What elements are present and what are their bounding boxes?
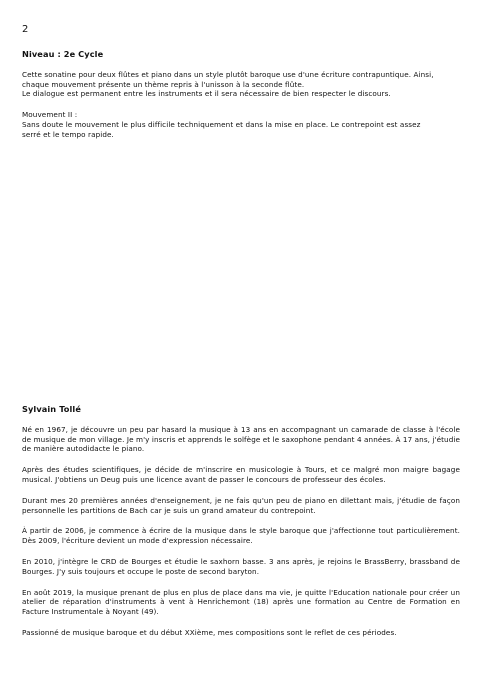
level-heading: Niveau : 2e Cycle bbox=[22, 49, 104, 59]
bio-paragraph: Né en 1967, je découvre un peu par hasard la musique à 13 ans en accompagnant un camarade de classe à l'école de musique de mon village. Je m'y inscris et apprends le solfège et le saxophone pendant 4 années. À 17 ans, j'étudie de manière autodidacte le piano. bbox=[22, 424, 460, 454]
bio-paragraph: À partir de 2006, je commence à écrire de la musique dans le style baroque que j'affectionne tout particulièrement. Dès 2009, l'écriture devient un mode d'expression nécessaire. bbox=[22, 526, 460, 546]
text-line: Mouvement II : bbox=[22, 110, 78, 120]
bio-paragraph: En août 2019, la musique prenant de plus en plus de place dans ma vie, je quitte l'Education nationale pour créer un atelier de réparation d'instruments à vent à Henrichemont (18) après une formation au Centre de Formation en Facture Instrumentale à Noyant (49). bbox=[22, 587, 460, 617]
text-line: chaque mouvement présente un thème repris à l'unisson à la seconde flûte. bbox=[22, 79, 305, 89]
movement-description bbox=[22, 110, 460, 139]
bio-paragraph: Après des études scientifiques, je décide de m'inscrire en musicologie à Tours, et ce malgré mon maigre bagage musical. J'obtiens un Deug puis une licence avant de passer le concours de professeur des écoles. bbox=[22, 465, 460, 484]
text-line: Sans doute le mouvement le plus difficile techniquement et dans la mise en place. Le contrepoint est assez bbox=[22, 119, 421, 129]
text-line: serré et le tempo rapide. bbox=[22, 129, 114, 139]
bio-paragraph: En 2010, j'intègre le CRD de Bourges et étudie le saxhorn basse. 3 ans après, je rejoins le BrassBerry, brassband de Bourges. J'y suis toujours et occupe le poste de second baryton. bbox=[22, 556, 460, 576]
page-number: 2 bbox=[22, 24, 29, 35]
composer-name: Sylvain Tollé bbox=[22, 404, 81, 414]
bio-paragraph: Durant mes 20 premières années d'enseignement, je ne fais qu'un peu de piano en dilettant mais, j'étudie de façon personnelle les partitions de Bach car je suis un grand amateur du contrepoint. bbox=[22, 495, 460, 515]
text-line: Le dialogue est permanent entre les instruments et il sera nécessaire de bien respecter le discours. bbox=[22, 89, 391, 99]
biography-section bbox=[22, 405, 460, 649]
text-line: Cette sonatine pour deux flûtes et piano dans un style plutôt baroque use d'une écriture contrapuntique. Ainsi, bbox=[22, 69, 434, 79]
bio-paragraph: Passionné de musique baroque et du début XXième, mes compositions sont le reflet de ces périodes. bbox=[22, 627, 397, 637]
level-section bbox=[22, 50, 460, 151]
level-description bbox=[22, 70, 460, 99]
